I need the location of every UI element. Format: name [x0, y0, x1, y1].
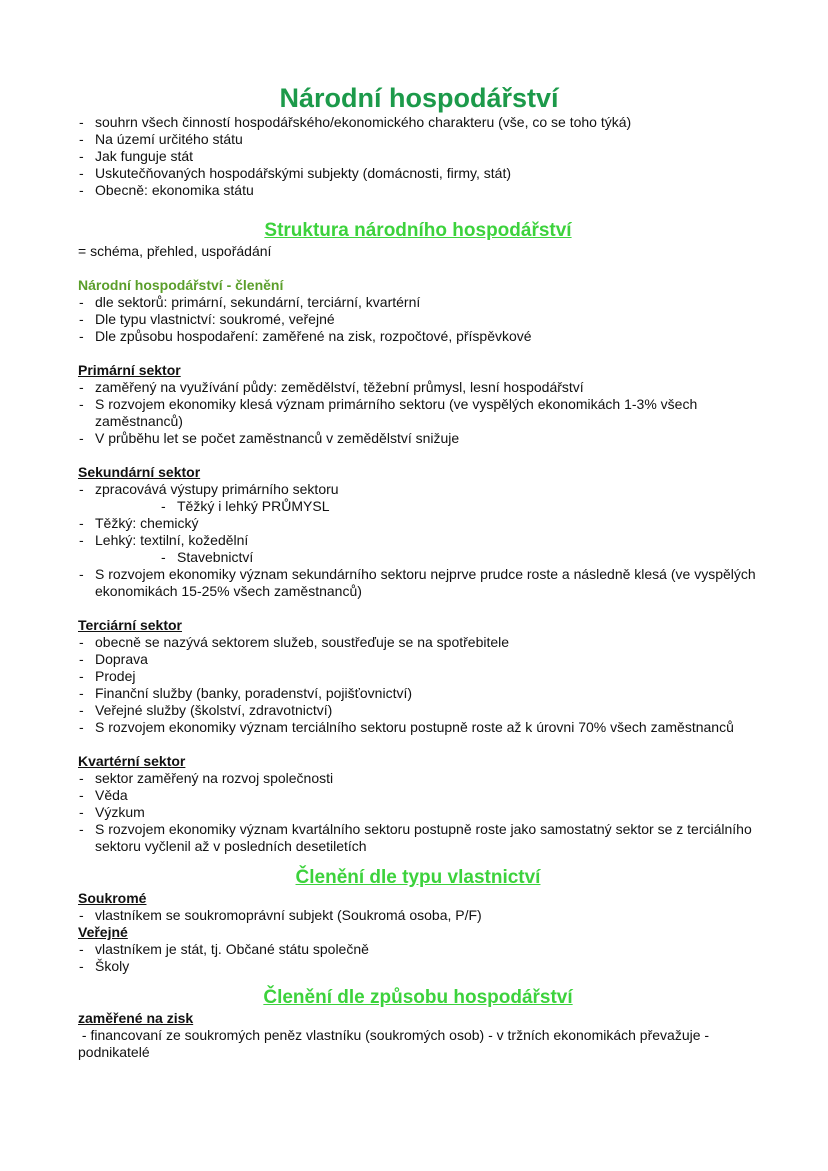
- verejne-heading: Veřejné: [78, 924, 128, 940]
- kvarterni-list: [78, 770, 758, 855]
- list-item: - Školy: [78, 958, 758, 975]
- section-heading-zpusob: Členění dle způsobu hospodářství: [263, 987, 573, 1008]
- document-content: [78, 80, 758, 1061]
- terciarni-heading: Terciární sektor: [78, 617, 183, 633]
- verejne-list: [78, 941, 758, 975]
- list-item: - Doprava: [78, 651, 758, 668]
- list-item: - dle sektorů: primární, sekundární, terciární, kvartérní: [78, 294, 758, 311]
- list-item: - Lehký: textilní, kožedělní: [78, 532, 758, 549]
- list-item: - S rozvojem ekonomiky význam kvartálního sektoru postupně roste jako samostatný sektor se z terciálního sektoru vyčlenil až v posledních desetiletích: [78, 821, 758, 855]
- sub-list-item: - Stavebnictví: [78, 549, 758, 566]
- cleneni-heading: Národní hospodářství - členění: [78, 277, 284, 293]
- list-item: - Na území určitého státu: [78, 131, 758, 148]
- section-heading-vlastnictvi: Členění dle typu vlastnictví: [295, 867, 541, 888]
- list-item: - Obecně: ekonomika státu: [78, 182, 758, 199]
- page-title: Národní hospodářství: [279, 83, 559, 113]
- soukrome-list: [78, 907, 758, 924]
- intro-list: [78, 114, 758, 199]
- list-item: - Finanční služby (banky, poradenství, pojišťovnictví): [78, 685, 758, 702]
- list-item: - Uskutečňovaných hospodářskými subjekty (domácnosti, firmy, stát): [78, 165, 758, 182]
- list-item: - Dle typu vlastnictví: soukromé, veřejné: [78, 311, 758, 328]
- primarni-list: [78, 379, 758, 447]
- list-item: - obecně se nazývá sektorem služeb, soustřeďuje se na spotřebitele: [78, 634, 758, 651]
- cleneni-list: [78, 294, 758, 345]
- terciarni-list: [78, 634, 758, 736]
- primarni-heading: Primární sektor: [78, 362, 181, 378]
- sekundarni-list: [78, 481, 758, 600]
- zisk-heading: zaměřené na zisk: [78, 1010, 194, 1026]
- list-item: - sektor zaměřený na rozvoj společnosti: [78, 770, 758, 787]
- soukrome-heading: Soukromé: [78, 890, 147, 906]
- list-item: - S rozvojem ekonomiky význam sekundárního sektoru nejprve prudce roste a následně klesá (ve vyspělých ekonomikách 15-25% všech zaměstnanců): [78, 566, 758, 600]
- list-item: - Jak funguje stát: [78, 148, 758, 165]
- zisk-text: - financovaní ze soukromých peněz vlastníku (soukromých osob) - v tržních ekonomikách převažuje - podnikatelé: [78, 1027, 713, 1060]
- list-item: - zpracovává výstupy primárního sektoru: [78, 481, 758, 498]
- sub-list-item: - Těžký i lehký PRŮMYSL: [78, 498, 758, 515]
- list-item: - Prodej: [78, 668, 758, 685]
- list-item: - Veřejné služby (školství, zdravotnictví): [78, 702, 758, 719]
- list-item: - zaměřený na využívání půdy: zemědělství, těžební průmysl, lesní hospodářství: [78, 379, 758, 396]
- list-item: - Věda: [78, 787, 758, 804]
- list-item: - S rozvojem ekonomiky význam terciálního sektoru postupně roste až k úrovni 70% všech zaměstnanců: [78, 719, 758, 736]
- list-item: - S rozvojem ekonomiky klesá význam primárního sektoru (ve vyspělých ekonomikách 1-3% všech zaměstnanců): [78, 396, 758, 430]
- list-item: - V průběhu let se počet zaměstnanců v zemědělství snižuje: [78, 430, 758, 447]
- list-item: - vlastníkem je stát, tj. Občané státu společně: [78, 941, 758, 958]
- list-item: - vlastníkem se soukromoprávní subjekt (Soukromá osoba, P/F): [78, 907, 758, 924]
- sekundarni-heading: Sekundární sektor: [78, 464, 201, 480]
- list-item: - souhrn všech činností hospodářského/ekonomického charakteru (vše, co se toho týká): [78, 114, 758, 131]
- kvarterni-heading: Kvartérní sektor: [78, 753, 186, 769]
- section-heading-struktura: Struktura národního hospodářství: [264, 220, 572, 241]
- list-item: - Těžký: chemický: [78, 515, 758, 532]
- list-item: - Výzkum: [78, 804, 758, 821]
- struktura-lead: = schéma, přehled, uspořádání: [78, 243, 272, 259]
- list-item: - Dle způsobu hospodaření: zaměřené na zisk, rozpočtové, příspěvkové: [78, 328, 758, 345]
